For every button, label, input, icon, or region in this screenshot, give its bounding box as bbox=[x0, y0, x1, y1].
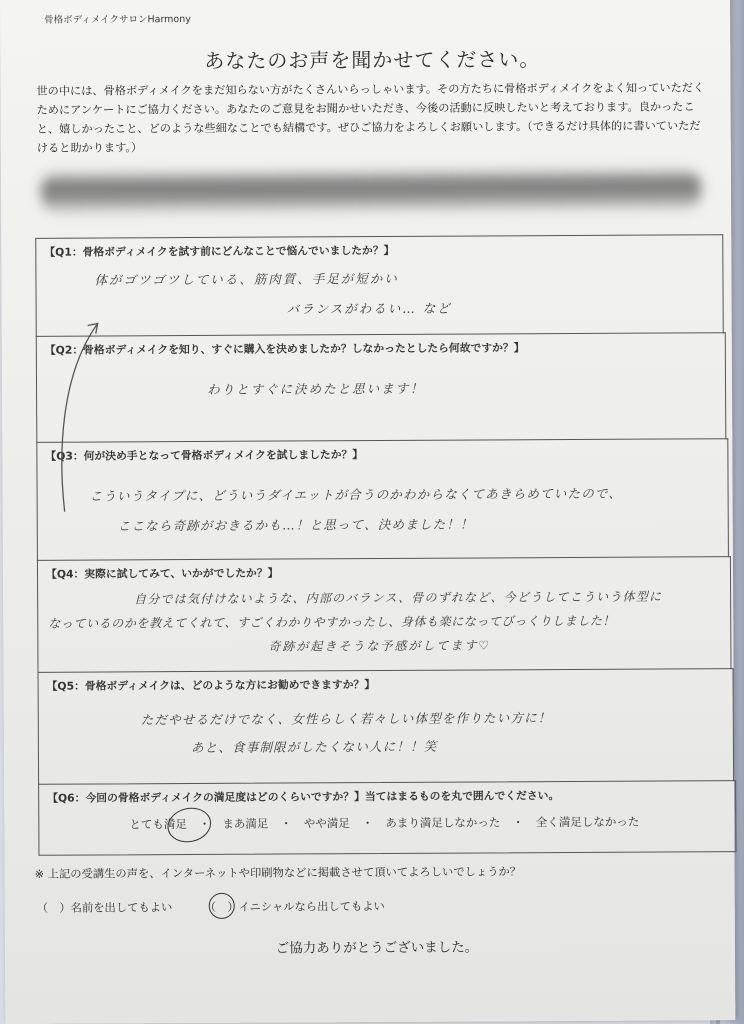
question-label-q4: 【Q4：実際に試してみて、いかがでしたか？】 bbox=[45, 566, 279, 581]
thanks-message: ご協力ありがとうございました。 bbox=[275, 939, 479, 957]
page-title: あなたのお声を聞かせてください。 bbox=[204, 47, 541, 73]
question-label-q3: 【Q3：何が決め手となって骨格ボディメイクを試しましたか？】 bbox=[45, 448, 364, 463]
question-box-q5 bbox=[38, 668, 735, 785]
answer-line-q4-2: なっているのかを教えてくれて、すごくわかりやすかったし、身体も楽になってびっくりしました！ bbox=[48, 613, 616, 631]
intro-text: 世の中には、骨格ボディメイクをまだ知らない方がたくさんいらっしゃいます。その方たちに骨格ボディメイクをよく知っていただくためにアンケートにご協力ください。あなたのご意見をお聞かせいただき、今後の活動に反映したいと考えております。良かったこと、嬉しかったこと、どのような些細なことでも結構です。ぜひご協力をよろしくお願いします。（できるだけ具体的に書いていただけると助かります。） bbox=[36, 81, 705, 155]
consent-option-initial[interactable]: （ ）イニシャルなら出してもよい bbox=[204, 899, 385, 914]
choice-not-satisfied[interactable]: 全く満足しなかった bbox=[535, 814, 640, 830]
question-box-q2 bbox=[36, 332, 727, 443]
question-box-q4 bbox=[37, 556, 732, 673]
choice-separator: ・ bbox=[361, 816, 374, 831]
consent-circle-mark bbox=[209, 893, 235, 919]
choice-somewhat-satisfied[interactable]: まあ満足 bbox=[222, 816, 269, 831]
answer-line-q1-1: 体がゴツゴツしている、筋肉質、手足が短かい bbox=[94, 270, 399, 288]
choice-not-very-satisfied[interactable]: あまり満足しなかった bbox=[385, 815, 501, 830]
satisfaction-choices bbox=[39, 813, 729, 833]
question-label-q2: 【Q2：骨格ボディメイクを知り、すぐに購入を決めましたか？しなかったとしたら何故ですか？】 bbox=[44, 341, 525, 357]
answer-line-q4-1: 自分では気付けないような、内部のバランス、骨のずれなど、今どうしてこういう体型に bbox=[134, 589, 663, 607]
choice-separator: ・ bbox=[198, 816, 211, 831]
consent-question: ※ 上記の受講生の声を、インターネットや印刷物などに掲載させて頂いてよろしいでしょうか？ bbox=[34, 865, 522, 881]
consent-option-name[interactable]: （ ）名前を出してもよい bbox=[36, 901, 173, 915]
salon-name: 骨格ボディメイクサロンHarmony bbox=[44, 14, 191, 26]
answer-line-q3-1: こういうタイプに、どういうダイエットが合うのかわからなくてあきらめていたので、 bbox=[89, 485, 623, 504]
choice-separator: ・ bbox=[280, 816, 292, 831]
choice-very-satisfied[interactable]: とても満足 bbox=[129, 817, 187, 832]
choice-slightly-satisfied[interactable]: やや満足 bbox=[303, 816, 350, 831]
question-label-q1: 【Q1：骨格ボディメイクを試す前にどんなことで悩んでいましたか？】 bbox=[44, 243, 395, 259]
question-label-q5: 【Q5：骨格ボディメイクは、どのような方にお勧めできますか？】 bbox=[46, 678, 376, 693]
answer-line-q4-3: 奇跡が起きそうな予感がしてます♡ bbox=[268, 638, 492, 654]
answer-line-q2-1: わりとすぐに決めたと思います！ bbox=[207, 380, 425, 397]
redacted-area bbox=[41, 166, 701, 215]
answer-line-q1-2: バランスがわるい… など bbox=[286, 300, 452, 317]
answer-line-q3-2: ここなら奇跡がおきるかも…！と思って、決めました！！ bbox=[117, 516, 474, 534]
answer-line-q5-1: ただやせるだけでなく、女性らしく若々しい体型を作りたい方に！ bbox=[140, 710, 552, 728]
question-label-q6: 【Q6：今回の骨格ボディメイクの満足度はどのくらいですか？】当てはまるものを丸で囲んでください。 bbox=[47, 789, 560, 805]
choice-separator: ・ bbox=[512, 815, 524, 830]
answer-line-q5-2: あと、食事制限がしたくない人に！！笑 bbox=[190, 738, 438, 756]
selection-circle-mark bbox=[164, 804, 214, 847]
pen-arrow-icon bbox=[56, 315, 117, 515]
question-box-q1 bbox=[35, 234, 724, 337]
question-box-q6 bbox=[38, 780, 736, 856]
question-box-q3 bbox=[36, 438, 729, 561]
